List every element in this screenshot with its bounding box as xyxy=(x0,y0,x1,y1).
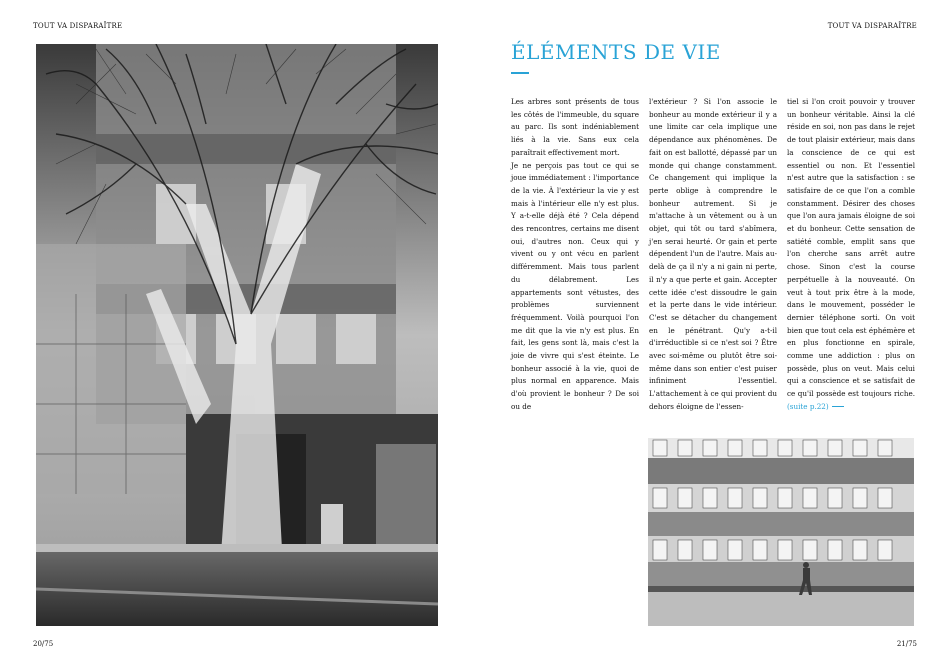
photo-building-trees xyxy=(36,44,438,626)
running-head-left: TOUT VA DISPARAÎTRE xyxy=(33,22,123,30)
continuation-link[interactable]: (suite p.22) xyxy=(787,401,829,411)
title-underline xyxy=(511,72,529,74)
text-column-1 xyxy=(511,96,639,414)
text-column-3 xyxy=(787,96,915,414)
running-head-right: TOUT VA DISPARAÎTRE xyxy=(827,22,917,30)
page-number-right: 21/75 xyxy=(896,640,917,648)
paragraph: Les arbres sont présents de tous les côtés de l'immeuble, du square au parc. Ils sont indéniablement liés à la vie. Sans eux cela paraîtrait effectivement mort. xyxy=(511,97,639,157)
article-title: ÉLÉMENTS DE VIE xyxy=(511,40,721,64)
paragraph xyxy=(787,96,915,414)
paragraph: Je ne perçois pas tout ce qui se joue immédiatement : l'importance de la vie. À l'extérieur la vie y est mais à l'intérieur elle n'y est plus. Y a-t-elle déjà été ? Cela dépend des rencontres, certains me disent oui, d'autres non. Ceux qui y vivent ou y ont vécu en parlent différemment. Mais tous parlent du délabrement. Les appartements sont vétustes, des problèmes surviennent fréquemment. Voilà pourquoi l'on me dit que la vie n'y est plus. En fait, les gens sont là, mais c'est la joie de vivre qui s'est éteinte. Le bonheur associé à la vie, quoi de plus normal en apparence. Mais d'où provient le bonheur ? De soi ou de xyxy=(511,160,639,411)
paragraph: l'extérieur ? Si l'on associe le bonheur au monde extérieur il y a une limite car cela implique une dépendance aux phénomènes. De fait on est ballotté, dépassé par un monde qui change constamment. Ce changement qui implique la perte oblige à comprendre le bonheur autrement. Si je m'attache à un vêtement ou à un objet, qui tôt ou tard s'abîmera, j'en serai heurté. Or gain et perte dépendent l'un de l'autre. Mais au-delà de ça il n'y a ni gain ni perte, il n'y a que perte et gain. Accepter cette idée c'est dissoudre le gain et la perte dans le vide intérieur. C'est se détacher du changement en le pénétrant. Qu'y a-t-il d'irréductible si ce n'est soi ? Être avec soi-même ou plutôt être soi-même dans son entier c'est puiser infiniment l'essentiel. L'attachement à ce qui provient du dehors éloigne de l'essen- xyxy=(649,97,777,411)
page-number-left: 20/75 xyxy=(33,640,54,648)
text-column-2 xyxy=(649,96,777,414)
paragraph-text: tiel si l'on croit pouvoir y trouver un bonheur véritable. Ainsi la clé réside en soi, non pas dans le rejet de tout plaisir extérieur, mais dans la conscience de ce qui est essentiel ou non. Et l'essentiel n'est autre que la satisfaction : se satisfaire de ce que l'on a comble constamment. Désirer des choses que l'on aura jamais éloigne de soi et du bonheur. Cette sensation de satiété comble, emplit sans que l'on cherche sans arrêt autre chose. Sinon c'est la course perpétuelle à la nouveauté. On veut à tout prix être à la mode, dans le mouvement, posséder le dernier téléphone sorti. On voit bien que tout cela est éphémère et en plus fonctionne en spirale, comme une addiction : plus on possède, plus on veut. Mais celui qui a conscience et se satisfait de ce qu'il possède est toujours riche. xyxy=(787,97,915,399)
photo-building-pedestrian xyxy=(648,438,914,626)
end-rule xyxy=(832,406,844,407)
